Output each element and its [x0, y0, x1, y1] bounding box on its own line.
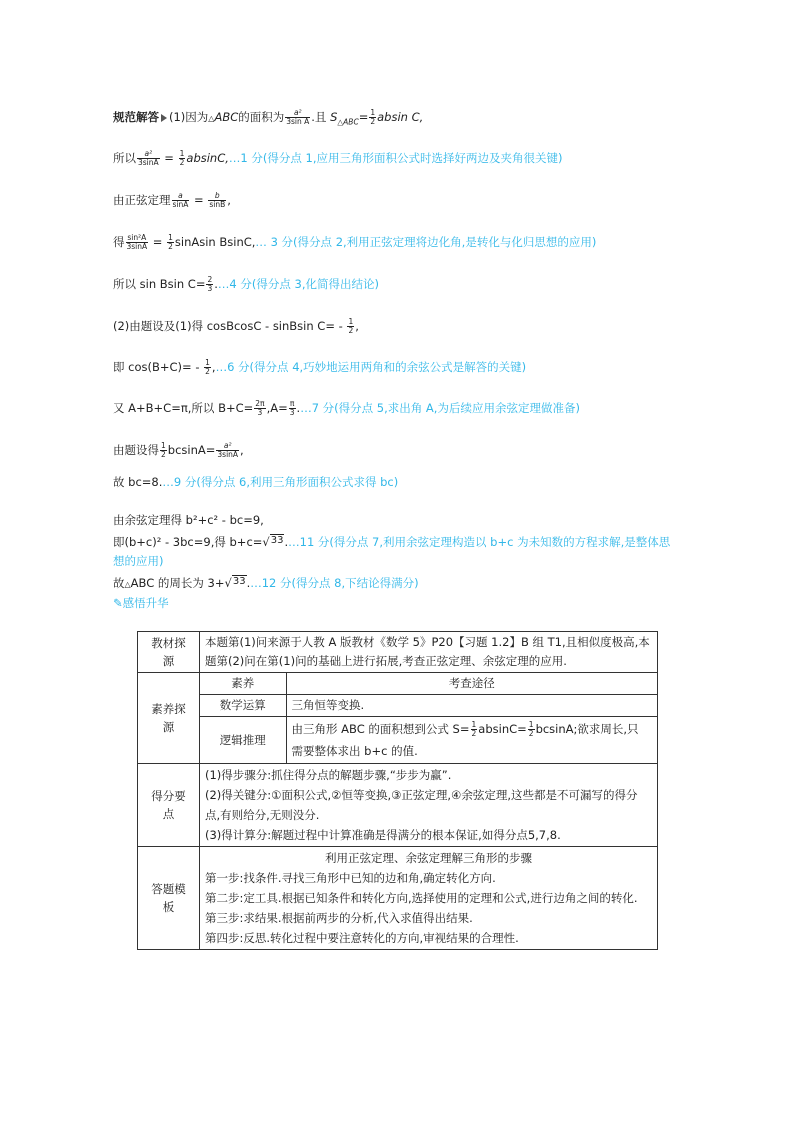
row-content: 本题第(1)问来源于人教 A 版教材《数学 5》P20【习题 1.2】B 组 T1,且相似度极高,本题第(2)问在第(1)问的基础上进行拓展,考查正弦定理、余弦定理的应用.: [200, 632, 658, 673]
fraction: $\frac{\text{a²}}{3\sin A}$: [217, 441, 239, 459]
scoring-point: (2)得关键分:①面积公式,②恒等变换,③正弦定理,④余弦定理,这些都是不可漏写的得分点,有则给分,无则没分.: [205, 788, 638, 822]
score-note: …12 分(得分点 8,下结论得满分): [250, 576, 419, 590]
text: 由题设得: [113, 443, 159, 457]
table-row-textbook-source: [138, 632, 658, 673]
fraction: $\frac{1}{2}$: [471, 720, 477, 738]
fraction: $\frac{\pi}{3}$: [289, 399, 295, 417]
fraction: $\frac{1}{2}$: [348, 317, 354, 335]
insight-label: 感悟升华: [122, 596, 169, 610]
text: =: [358, 110, 369, 124]
text: (1)因为: [169, 110, 209, 124]
text: 需要整体求出 b+c 的值.: [291, 744, 418, 758]
text: 故: [113, 576, 125, 590]
row-label: 教材探源: [138, 632, 200, 673]
text: 的面积为: [238, 110, 285, 124]
text: ,A=: [266, 401, 288, 415]
row-label: 答题模板: [138, 847, 200, 950]
fraction: $\frac{b}{\sin B}$: [209, 191, 226, 209]
text: ,: [211, 360, 216, 374]
solution-line-4: [113, 234, 596, 251]
subtable-row: [200, 717, 657, 764]
fraction: $\frac{2}{3}$: [207, 275, 213, 293]
text: 得: [113, 235, 125, 249]
literacy-subtable-cell: [200, 673, 658, 764]
text: 故 bc=8.: [113, 475, 163, 489]
fraction: $\frac{1}{2}$: [161, 441, 166, 459]
square-root: √33: [224, 576, 246, 590]
fraction: $\frac{1}{2}$: [168, 233, 173, 251]
template-step: 第一步:找条件.寻找三角形中已知的边和角,确定转化方向.: [205, 871, 496, 885]
text: (2)由题设及(1)得 cosBcosC - sinBsin C= -: [113, 319, 347, 333]
score-note: …7 分(得分点 5,求出角 A,为后续应用余弦定理做准备): [300, 401, 580, 415]
text: .: [246, 576, 251, 590]
text: 由正弦定理: [113, 193, 171, 207]
text: 又 A+B+C=π,所以 B+C=: [113, 401, 254, 415]
text: 由余弦定理得 b²+c² - bc=9,: [113, 513, 264, 527]
text: .: [284, 535, 289, 549]
col-header: 考查途径: [286, 673, 657, 695]
text: ,: [227, 193, 231, 207]
fraction: $\frac{1}{2}$: [205, 358, 210, 376]
row-label: 得分要点: [138, 764, 200, 847]
solution-line-8: [113, 400, 580, 417]
text: ,: [355, 319, 359, 333]
template-step: 第二步:定工具.根据已知条件和转化方向,选择使用的定理和公式,进行边角之间的转化.: [205, 891, 638, 905]
solution-line-3: [113, 192, 231, 209]
triangle-symbol: △: [124, 580, 131, 589]
solution-line-9: [113, 442, 244, 459]
text: .: [296, 401, 301, 415]
solution-line-2: [113, 150, 562, 167]
text: ,: [240, 443, 244, 457]
text: absinC=: [478, 722, 527, 736]
text: =: [190, 193, 208, 207]
col-header: 素养: [200, 673, 286, 695]
template-step: 第四步:反思.转化过程中要注意转化的方向,审视结果的合理性.: [205, 931, 519, 945]
solution-line-6: [113, 318, 359, 335]
text: .: [214, 277, 218, 291]
text: bcsinA=: [167, 443, 216, 457]
insight-heading: [113, 595, 169, 611]
fraction: $\frac{\text{a²}}{3\sin A}$: [138, 149, 159, 167]
row-label: 素养探源: [138, 673, 200, 764]
text: 所以: [113, 151, 136, 165]
text: 所以 sin Bsin C=: [113, 277, 206, 291]
text: ABC 的周长为 3+: [130, 576, 225, 590]
text: 即 cos(B+C)= -: [113, 360, 204, 374]
score-note: …4 分(得分点 3,化简得出结论): [217, 277, 379, 291]
text: 即(b+c)² - 3bc=9,得 b+c=: [113, 535, 263, 549]
text: 由三角形 ABC 的面积想到公式 S=: [291, 722, 470, 736]
score-note: 想的应用): [113, 554, 164, 568]
row-content: [200, 764, 658, 847]
text: .且: [311, 110, 327, 124]
triangle-symbol: △: [208, 114, 215, 123]
literacy-way: [286, 717, 657, 764]
solution-line-10: [113, 474, 398, 490]
literacy-name: 逻辑推理: [200, 717, 286, 764]
score-note: …6 分(得分点 4,巧妙地运用两角和的余弦公式是解答的关键): [215, 360, 527, 374]
text: S: [330, 110, 338, 124]
score-note: …9 分(得分点 6,利用三角形面积公式求得 bc): [162, 475, 399, 489]
fraction: $\frac{1}{2}$: [528, 720, 534, 738]
table-row-scoring-points: [138, 764, 658, 847]
fraction: $\frac{a}{\sin A}$: [172, 191, 189, 209]
fraction: $\frac{\text{sin²A}}{3\sin A}$: [126, 233, 148, 251]
scoring-point: (1)得步骤分:抓住得分点的解题步骤,“步步为赢”.: [205, 768, 452, 782]
text: =: [149, 235, 167, 249]
fraction: $\frac{\text{a²}}{\text{3sin A}}$: [286, 108, 310, 126]
subtable-row: [200, 695, 657, 717]
template-title: 利用正弦定理、余弦定理解三角形的步骤: [325, 851, 532, 865]
subtable-header: [200, 673, 657, 695]
text: bcsinA;欲求周长,只: [535, 722, 639, 736]
subscript: △ABC: [337, 117, 359, 127]
solution-line-5: [113, 276, 379, 293]
template-step: 第三步:求结果.根据前两步的分析,代入求值得出结果.: [205, 911, 473, 925]
table-row-literacy-source: [138, 673, 658, 764]
text: absin C,: [377, 110, 424, 124]
solution-line-12: [113, 533, 670, 550]
scoring-point: (3)得计算分:解题过程中计算准确是得满分的根本保证,如得分点5,7,8.: [205, 828, 561, 842]
text: absinC,: [186, 151, 229, 165]
row-content: [200, 847, 658, 950]
literacy-subtable: [200, 673, 657, 763]
solution-line-7: [113, 359, 526, 376]
text: =: [160, 151, 178, 165]
score-note: …1 分(得分点 1,应用三角形面积公式时选择好两边及夹角很关键): [228, 151, 563, 165]
fraction: $\frac{2\pi}{3}$: [255, 399, 265, 417]
fraction: $\frac{1}{2}$: [370, 108, 376, 126]
text: sinAsin BsinC,: [174, 235, 256, 249]
literacy-way: 三角恒等变换.: [286, 695, 657, 717]
square-root: √33: [262, 535, 284, 549]
solution-line-14: [113, 574, 419, 593]
text: ABC: [214, 110, 239, 124]
solution-header-label: 规范解答: [113, 110, 159, 124]
literacy-name: 数学运算: [200, 695, 286, 717]
play-arrow-icon: [161, 114, 167, 122]
solution-line-11: [113, 512, 264, 528]
lightbulb-icon: ✎: [113, 596, 123, 610]
score-note: …11 分(得分点 7,利用余弦定理构造以 b+c 为未知数的方程求解,是整体思: [288, 535, 671, 549]
summary-table: [137, 631, 658, 950]
table-row-answer-template: [138, 847, 658, 950]
score-note: … 3 分(得分点 2,利用正弦定理将边化角,是转化与化归思想的应用): [255, 235, 597, 249]
solution-line-13: [113, 553, 164, 569]
fraction: $\frac{1}{2}$: [179, 149, 185, 167]
solution-line-1: [113, 109, 423, 130]
